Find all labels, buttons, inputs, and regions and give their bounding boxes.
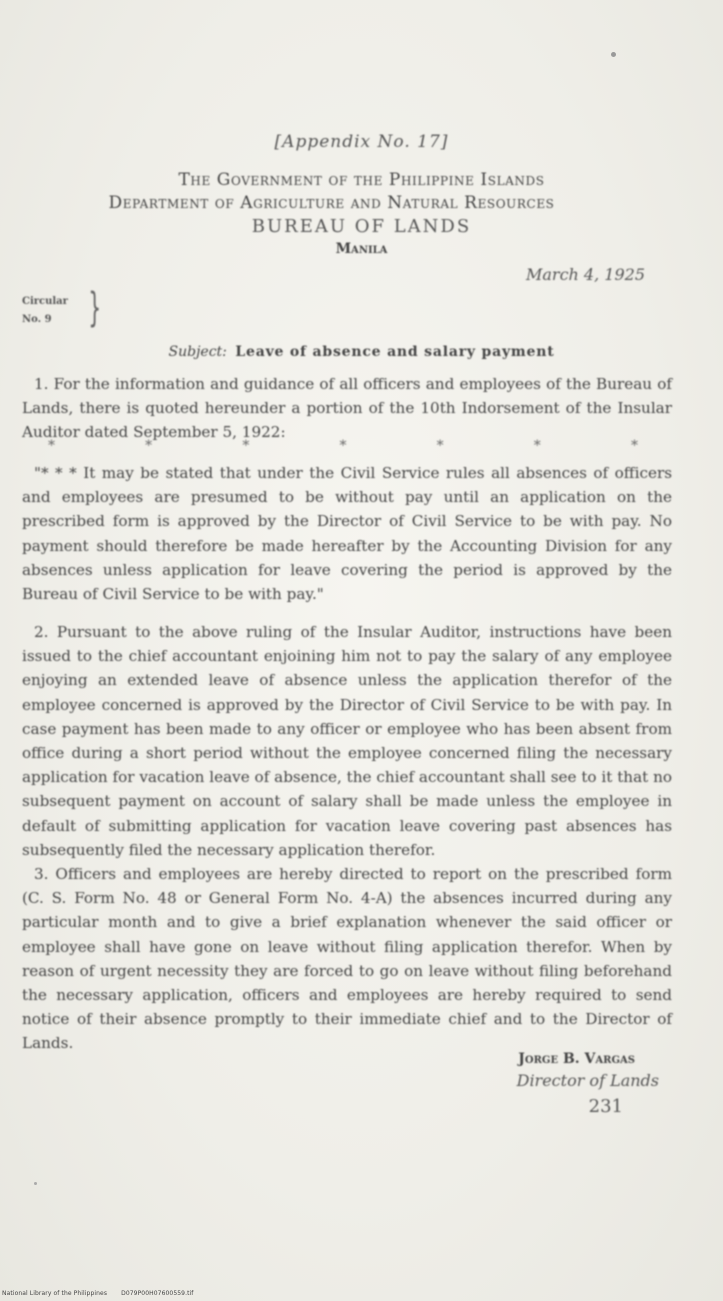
subject-lead: Subject: bbox=[168, 344, 227, 360]
page-number: 231 bbox=[588, 1096, 623, 1117]
speck-mark bbox=[34, 1182, 37, 1185]
star-mark: * bbox=[242, 438, 250, 454]
brace-mark: } bbox=[88, 285, 102, 331]
star-mark: * bbox=[145, 438, 153, 454]
speck-mark bbox=[611, 52, 616, 57]
star-mark: * bbox=[630, 438, 638, 454]
scan-code: D079P00H07600559.tif bbox=[121, 1290, 194, 1297]
paragraph-1 bbox=[22, 372, 672, 445]
document-date: March 4, 1925 bbox=[526, 265, 645, 284]
star-mark: * bbox=[533, 438, 541, 454]
circular-label bbox=[22, 293, 68, 329]
star-mark: * bbox=[48, 438, 55, 454]
ellipsis-stars bbox=[48, 438, 638, 454]
subject-text: Leave of absence and salary payment bbox=[235, 344, 555, 360]
bureau-heading: BUREAU OF LANDS bbox=[251, 216, 472, 237]
circular-title: Circular bbox=[22, 296, 68, 307]
signatory-title: Director of Lands bbox=[516, 1071, 659, 1090]
quoted-passage-text: "* * * It may be stated that under the Civil Service rules all absences of officers and employees are presumed to be without pay until an application on the prescribed form is approved by the Director of Civil Service to be with pay. No payment should therefore be made hereafter by the Accounting Division for any absences unless application for leave covering the period is approved by the Bureau of Civil Service to be with pay." bbox=[22, 464, 672, 604]
government-heading: The Government of the Philippine Islands bbox=[178, 170, 545, 190]
appendix-label: [Appendix No. 17] bbox=[274, 132, 449, 152]
city-heading: Manila bbox=[335, 241, 388, 257]
quoted-passage bbox=[22, 461, 672, 606]
scan-footer bbox=[2, 1290, 206, 1297]
paragraph-2-text: 2. Pursuant to the above ruling of the Insular Auditor, instructions have been issued to the chief accountant enjoining him not to pay the salary of any employee enjoying an extended leave of absence unless the application therefor of the employee concerned is approved by the Director of Civil Service to be with pay. In case payment has been made to any officer or employee who has been absent from office during a short period without the employee concerned filing the necessary application for vacation leave of absence, the chief accountant shall see to it that no subsequent payment on account of salary shall be made unless the employee in default of submitting application for vacation leave covering past absences has subsequently filed the necessary application therefor. bbox=[22, 623, 672, 859]
signatory-name: Jorge B. Vargas bbox=[518, 1051, 635, 1067]
library-credit: National Library of the Philippines bbox=[2, 1290, 108, 1297]
star-mark: * bbox=[436, 438, 444, 454]
star-mark: * bbox=[339, 438, 347, 454]
paragraph-3-text: 3. Officers and employees are hereby directed to report on the prescribed form (C. S. Form No. 48 or General Form No. 4-A) the absences incurred during any particular month and to give a brief explanation whenever the said officer or employee shall have gone on leave without filing application therefor. When by reason of urgent necessity they are forced to go on leave without filing beforehand the necessary application, officers and employees are hereby required to send notice of their absence promptly to their immediate chief and to the Director of Lands. bbox=[22, 865, 672, 1053]
department-heading: Department of Agriculture and Natural Resources bbox=[108, 193, 555, 213]
circular-number: No. 9 bbox=[22, 314, 52, 325]
subject-line bbox=[0, 344, 723, 360]
paragraph-1-text: 1. For the information and guidance of all officers and employees of the Bureau of Lands, there is quoted hereunder a portion of the 10th Indorsement of the Insular Auditor dated September 5, 1922: bbox=[22, 375, 672, 442]
paragraphs-2-3 bbox=[22, 620, 672, 1056]
